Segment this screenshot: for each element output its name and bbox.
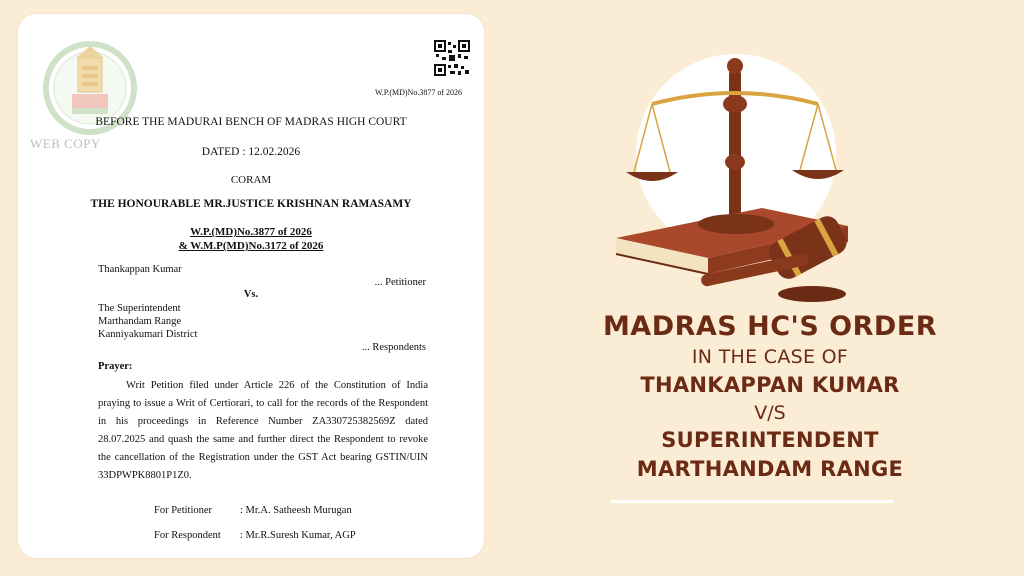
case-reference-header: W.P.(MD)No.3877 of 2026	[374, 88, 462, 97]
petitioner-name: Thankappan Kumar	[98, 264, 182, 275]
judgment-document-card	[18, 14, 484, 558]
headline-subtitle: IN THE CASE OF	[691, 346, 849, 368]
wmp-number: & W.M.P(MD)No.3172 of 2026	[178, 240, 324, 252]
justice-name: THE HONOURABLE MR.JUSTICE KRISHNAN RAMASAMY	[90, 198, 412, 210]
headline-versus: V/S	[754, 402, 786, 424]
counsel-respondent-label: For Respondent	[154, 530, 221, 541]
headline-block	[520, 310, 1020, 484]
headline-petitioner: THANKAPPAN KUMAR	[640, 373, 900, 397]
prayer-heading: Prayer:	[98, 361, 133, 372]
counsel-petitioner-value: : Mr.A. Satheesh Murugan	[240, 505, 352, 516]
respondent-line: Marthandam Range	[98, 316, 182, 327]
respondent-role: ... Respondents	[361, 342, 426, 353]
state-emblem-icon	[42, 36, 138, 152]
headline-title: MADRAS HC'S ORDER	[602, 311, 938, 342]
qr-code-icon	[434, 40, 470, 76]
prayer-text: Writ Petition filed under Article 226 of the Constitution of India praying to issue a Writ of Certiorari, to call for the records of the Respondent in his proceedings in Reference Number ZA330725382569Z dated 28.07.2025 and quash the same and further direct the Respondent to revoke the cancellation of the Registration under the GST Act bearing GSTIN/UIN 33DPWPK8801P1Z0.	[98, 380, 428, 481]
respondent-line: Kanniyakumari District	[98, 329, 198, 340]
court-name: BEFORE THE MADURAI BENCH OF MADRAS HIGH COURT	[95, 116, 407, 128]
respondent-line: The Superintendent	[98, 303, 181, 314]
order-date: DATED : 12.02.2026	[201, 146, 301, 158]
petitioner-role: ... Petitioner	[374, 277, 426, 288]
writ-petition-number: W.P.(MD)No.3877 of 2026	[190, 226, 312, 238]
headline-respondent-2: MARTHANDAM RANGE	[636, 457, 904, 481]
scales-of-justice-gavel-book-icon	[612, 42, 864, 306]
web-copy-watermark: WEB COPY	[30, 136, 101, 151]
versus-label: Vs.	[243, 289, 259, 300]
headline-respondent-1: SUPERINTENDENT	[661, 428, 879, 452]
counsel-petitioner-label: For Petitioner	[154, 505, 213, 516]
coram-label: CORAM	[230, 174, 272, 186]
headline-underline	[611, 500, 893, 503]
counsel-respondent-value: : Mr.R.Suresh Kumar, AGP	[240, 530, 356, 541]
